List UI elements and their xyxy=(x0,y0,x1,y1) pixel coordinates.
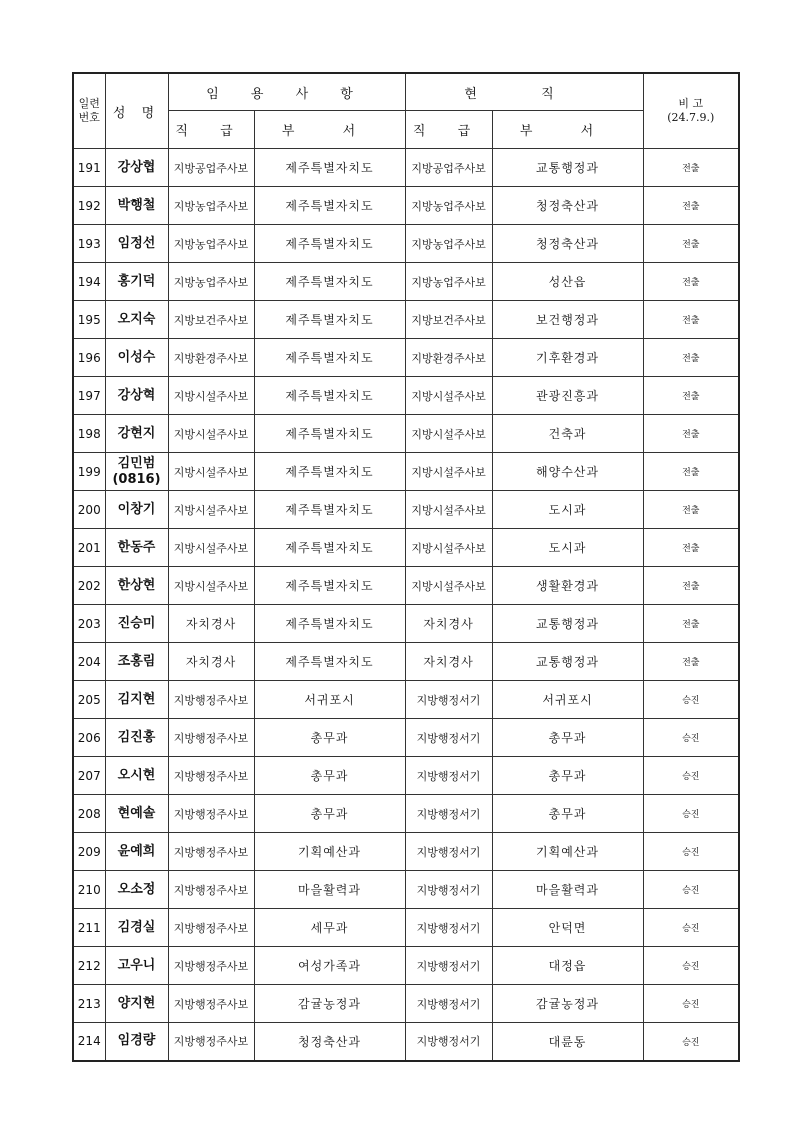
cell-name: 임경량 xyxy=(105,1023,168,1061)
cell-new-dept: 제주특별자치도 xyxy=(254,491,405,529)
cell-remarks: 전출 xyxy=(643,377,739,415)
table-row xyxy=(73,757,739,795)
cell-current-rank: 지방행정서기 xyxy=(405,681,492,719)
cell-current-rank: 지방행정서기 xyxy=(405,871,492,909)
cell-new-dept: 서귀포시 xyxy=(254,681,405,719)
cell-new-dept: 마을활력과 xyxy=(254,871,405,909)
cell-new-rank: 지방행정주사보 xyxy=(168,985,254,1023)
cell-current-dept: 교통행정과 xyxy=(492,149,643,187)
cell-current-rank: 지방농업주사보 xyxy=(405,187,492,225)
cell-current-dept: 보건행정과 xyxy=(492,301,643,339)
cell-remarks: 전출 xyxy=(643,567,739,605)
cell-current-dept: 기획예산과 xyxy=(492,833,643,871)
cell-name: 윤예희 xyxy=(105,833,168,871)
cell-new-rank: 지방시설주사보 xyxy=(168,453,254,491)
cell-remarks: 전출 xyxy=(643,263,739,301)
cell-remarks: 전출 xyxy=(643,529,739,567)
cell-remarks: 승진 xyxy=(643,795,739,833)
table-row xyxy=(73,605,739,643)
cell-name: 임정선 xyxy=(105,225,168,263)
table-row xyxy=(73,909,739,947)
cell-serial-no: 196 xyxy=(73,339,105,377)
cell-remarks: 승진 xyxy=(643,757,739,795)
cell-new-dept: 여성가족과 xyxy=(254,947,405,985)
cell-serial-no: 200 xyxy=(73,491,105,529)
cell-current-dept: 도시과 xyxy=(492,529,643,567)
cell-serial-no: 213 xyxy=(73,985,105,1023)
cell-serial-no: 207 xyxy=(73,757,105,795)
cell-new-rank: 지방행정주사보 xyxy=(168,833,254,871)
table-row xyxy=(73,149,739,187)
cell-new-rank: 지방행정주사보 xyxy=(168,795,254,833)
cell-current-dept: 안덕면 xyxy=(492,909,643,947)
table-row xyxy=(73,491,739,529)
cell-current-rank: 지방시설주사보 xyxy=(405,415,492,453)
header-new-rank: 직 급 xyxy=(168,111,254,149)
cell-serial-no: 197 xyxy=(73,377,105,415)
cell-current-dept: 총무과 xyxy=(492,757,643,795)
cell-name: 김지현 xyxy=(105,681,168,719)
cell-name: 한상현 xyxy=(105,567,168,605)
cell-remarks: 전출 xyxy=(643,415,739,453)
cell-name: 오시현 xyxy=(105,757,168,795)
cell-new-rank: 지방시설주사보 xyxy=(168,377,254,415)
cell-new-dept: 제주특별자치도 xyxy=(254,301,405,339)
cell-name: 한동주 xyxy=(105,529,168,567)
cell-remarks: 승진 xyxy=(643,681,739,719)
cell-current-dept: 청정축산과 xyxy=(492,187,643,225)
table-row xyxy=(73,529,739,567)
cell-current-rank: 지방행정서기 xyxy=(405,909,492,947)
header-current-position: 현 직 xyxy=(405,73,643,111)
cell-current-rank: 지방시설주사보 xyxy=(405,453,492,491)
cell-current-rank: 지방농업주사보 xyxy=(405,263,492,301)
cell-remarks: 전출 xyxy=(643,225,739,263)
cell-current-rank: 지방행정서기 xyxy=(405,757,492,795)
cell-current-rank: 지방행정서기 xyxy=(405,985,492,1023)
cell-new-rank: 지방행정주사보 xyxy=(168,871,254,909)
cell-new-rank: 자치경사 xyxy=(168,643,254,681)
cell-serial-no: 211 xyxy=(73,909,105,947)
header-name: 성 명 xyxy=(105,73,168,149)
cell-serial-no: 206 xyxy=(73,719,105,757)
cell-serial-no: 191 xyxy=(73,149,105,187)
table-row xyxy=(73,567,739,605)
cell-serial-no: 192 xyxy=(73,187,105,225)
cell-remarks: 승진 xyxy=(643,833,739,871)
table-row xyxy=(73,187,739,225)
cell-new-dept: 제주특별자치도 xyxy=(254,225,405,263)
cell-new-dept: 총무과 xyxy=(254,757,405,795)
cell-current-dept: 청정축산과 xyxy=(492,225,643,263)
cell-current-rank: 지방시설주사보 xyxy=(405,377,492,415)
cell-new-dept: 제주특별자치도 xyxy=(254,567,405,605)
cell-remarks: 승진 xyxy=(643,985,739,1023)
cell-new-dept: 청정축산과 xyxy=(254,1023,405,1061)
cell-current-dept: 관광진흥과 xyxy=(492,377,643,415)
cell-name: 오소정 xyxy=(105,871,168,909)
table-row xyxy=(73,301,739,339)
header-row-top xyxy=(73,73,739,111)
cell-remarks: 승진 xyxy=(643,871,739,909)
cell-current-dept: 성산읍 xyxy=(492,263,643,301)
cell-current-dept: 감귤농정과 xyxy=(492,985,643,1023)
cell-remarks: 전출 xyxy=(643,301,739,339)
cell-current-rank: 지방환경주사보 xyxy=(405,339,492,377)
header-appointment: 임 용 사 항 xyxy=(168,73,405,111)
cell-current-rank: 지방공업주사보 xyxy=(405,149,492,187)
cell-serial-no: 214 xyxy=(73,1023,105,1061)
header-row-sub xyxy=(73,111,739,149)
cell-current-dept: 마을활력과 xyxy=(492,871,643,909)
cell-current-rank: 지방행정서기 xyxy=(405,1023,492,1061)
cell-serial-no: 193 xyxy=(73,225,105,263)
cell-current-rank: 지방시설주사보 xyxy=(405,529,492,567)
table-row xyxy=(73,947,739,985)
cell-new-rank: 지방행정주사보 xyxy=(168,1023,254,1061)
cell-current-rank: 자치경사 xyxy=(405,643,492,681)
cell-new-dept: 제주특별자치도 xyxy=(254,529,405,567)
cell-remarks: 전출 xyxy=(643,643,739,681)
cell-current-dept: 도시과 xyxy=(492,491,643,529)
cell-serial-no: 199 xyxy=(73,453,105,491)
cell-serial-no: 202 xyxy=(73,567,105,605)
cell-new-rank: 지방환경주사보 xyxy=(168,339,254,377)
header-new-dept: 부 서 xyxy=(254,111,405,149)
cell-new-rank: 지방시설주사보 xyxy=(168,567,254,605)
cell-serial-no: 198 xyxy=(73,415,105,453)
cell-new-dept: 제주특별자치도 xyxy=(254,149,405,187)
cell-new-rank: 지방시설주사보 xyxy=(168,415,254,453)
cell-remarks: 전출 xyxy=(643,605,739,643)
cell-remarks: 승진 xyxy=(643,909,739,947)
cell-name: 강현지 xyxy=(105,415,168,453)
header-current-dept: 부 서 xyxy=(492,111,643,149)
cell-new-dept: 제주특별자치도 xyxy=(254,453,405,491)
cell-name: 김경실 xyxy=(105,909,168,947)
cell-current-dept: 서귀포시 xyxy=(492,681,643,719)
cell-name: 이창기 xyxy=(105,491,168,529)
cell-name: 강상협 xyxy=(105,149,168,187)
cell-name: 강상혁 xyxy=(105,377,168,415)
cell-new-dept: 제주특별자치도 xyxy=(254,377,405,415)
cell-current-rank: 지방시설주사보 xyxy=(405,567,492,605)
header-serial-no: 일련 번호 xyxy=(73,73,105,149)
cell-current-dept: 해양수산과 xyxy=(492,453,643,491)
cell-new-dept: 감귤농정과 xyxy=(254,985,405,1023)
table-row xyxy=(73,985,739,1023)
cell-serial-no: 194 xyxy=(73,263,105,301)
cell-new-dept: 총무과 xyxy=(254,795,405,833)
cell-serial-no: 208 xyxy=(73,795,105,833)
cell-new-dept: 기획예산과 xyxy=(254,833,405,871)
cell-name: 진승미 xyxy=(105,605,168,643)
table-row xyxy=(73,339,739,377)
cell-name: 이성수 xyxy=(105,339,168,377)
cell-name: 박행철 xyxy=(105,187,168,225)
table-row xyxy=(73,453,739,491)
table-row xyxy=(73,795,739,833)
table-row xyxy=(73,263,739,301)
table-row xyxy=(73,719,739,757)
header-remarks: 비 고 (24.7.9.) xyxy=(643,73,739,149)
cell-serial-no: 205 xyxy=(73,681,105,719)
cell-new-rank: 지방농업주사보 xyxy=(168,263,254,301)
cell-serial-no: 209 xyxy=(73,833,105,871)
table-row xyxy=(73,377,739,415)
cell-new-dept: 총무과 xyxy=(254,719,405,757)
cell-remarks: 전출 xyxy=(643,187,739,225)
cell-serial-no: 212 xyxy=(73,947,105,985)
cell-current-dept: 대륜동 xyxy=(492,1023,643,1061)
cell-serial-no: 195 xyxy=(73,301,105,339)
cell-remarks: 전출 xyxy=(643,491,739,529)
cell-new-dept: 제주특별자치도 xyxy=(254,339,405,377)
cell-name: 양지현 xyxy=(105,985,168,1023)
cell-current-dept: 총무과 xyxy=(492,719,643,757)
cell-new-dept: 제주특별자치도 xyxy=(254,605,405,643)
cell-new-dept: 세무과 xyxy=(254,909,405,947)
cell-remarks: 승진 xyxy=(643,719,739,757)
cell-current-dept: 교통행정과 xyxy=(492,605,643,643)
cell-remarks: 승진 xyxy=(643,947,739,985)
table-row xyxy=(73,643,739,681)
cell-name: 오지숙 xyxy=(105,301,168,339)
cell-name: 홍기덕 xyxy=(105,263,168,301)
table-body xyxy=(73,149,739,1061)
cell-remarks: 전출 xyxy=(643,339,739,377)
cell-new-rank: 지방농업주사보 xyxy=(168,225,254,263)
cell-serial-no: 204 xyxy=(73,643,105,681)
table-row xyxy=(73,871,739,909)
table-row xyxy=(73,225,739,263)
cell-current-rank: 지방행정서기 xyxy=(405,947,492,985)
cell-current-rank: 지방행정서기 xyxy=(405,833,492,871)
cell-new-rank: 지방보건주사보 xyxy=(168,301,254,339)
cell-new-dept: 제주특별자치도 xyxy=(254,643,405,681)
cell-new-dept: 제주특별자치도 xyxy=(254,187,405,225)
cell-current-rank: 지방행정서기 xyxy=(405,719,492,757)
cell-new-rank: 지방시설주사보 xyxy=(168,491,254,529)
cell-remarks: 전출 xyxy=(643,453,739,491)
cell-new-rank: 지방행정주사보 xyxy=(168,719,254,757)
cell-new-rank: 자치경사 xyxy=(168,605,254,643)
cell-new-rank: 지방공업주사보 xyxy=(168,149,254,187)
cell-current-dept: 총무과 xyxy=(492,795,643,833)
header-current-rank: 직 급 xyxy=(405,111,492,149)
cell-name: 고우니 xyxy=(105,947,168,985)
table-row xyxy=(73,1023,739,1061)
cell-current-rank: 지방농업주사보 xyxy=(405,225,492,263)
cell-current-rank: 지방보건주사보 xyxy=(405,301,492,339)
cell-new-rank: 지방시설주사보 xyxy=(168,529,254,567)
cell-serial-no: 210 xyxy=(73,871,105,909)
personnel-table xyxy=(72,72,740,1062)
cell-new-rank: 지방행정주사보 xyxy=(168,909,254,947)
table-row xyxy=(73,415,739,453)
cell-current-dept: 생활환경과 xyxy=(492,567,643,605)
cell-current-dept: 건축과 xyxy=(492,415,643,453)
cell-remarks: 승진 xyxy=(643,1023,739,1061)
cell-current-dept: 대정읍 xyxy=(492,947,643,985)
cell-new-rank: 지방행정주사보 xyxy=(168,947,254,985)
cell-current-dept: 교통행정과 xyxy=(492,643,643,681)
cell-new-rank: 지방농업주사보 xyxy=(168,187,254,225)
cell-current-rank: 지방시설주사보 xyxy=(405,491,492,529)
cell-name: 김진홍 xyxy=(105,719,168,757)
cell-new-dept: 제주특별자치도 xyxy=(254,415,405,453)
cell-serial-no: 203 xyxy=(73,605,105,643)
cell-name: 김민범 (0816) xyxy=(105,453,168,491)
cell-current-rank: 지방행정서기 xyxy=(405,795,492,833)
cell-new-dept: 제주특별자치도 xyxy=(254,263,405,301)
cell-name: 조홍림 xyxy=(105,643,168,681)
cell-new-rank: 지방행정주사보 xyxy=(168,757,254,795)
table-row xyxy=(73,833,739,871)
cell-name: 현예솔 xyxy=(105,795,168,833)
cell-new-rank: 지방행정주사보 xyxy=(168,681,254,719)
cell-serial-no: 201 xyxy=(73,529,105,567)
cell-current-rank: 자치경사 xyxy=(405,605,492,643)
cell-current-dept: 기후환경과 xyxy=(492,339,643,377)
cell-remarks: 전출 xyxy=(643,149,739,187)
table-row xyxy=(73,681,739,719)
